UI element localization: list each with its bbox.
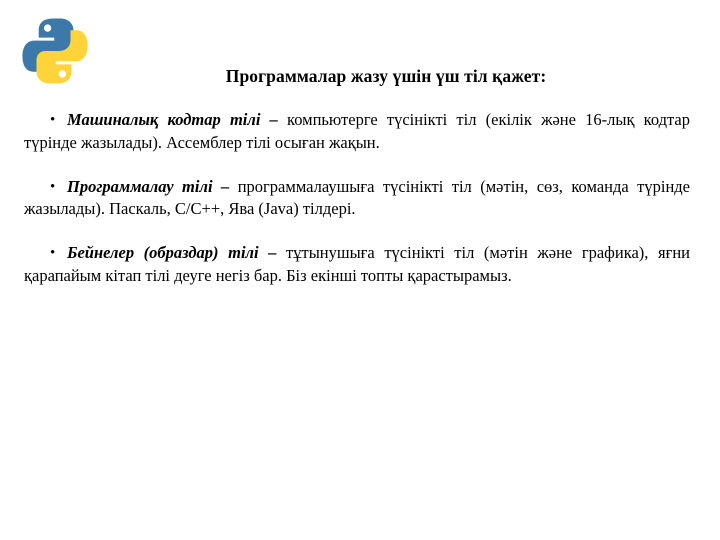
bullet-lead-2: Программалау тілі –	[67, 176, 230, 196]
bullet-text-1: компьютерге түсінікті тіл (екілік және 16-лық кодтар түрінде жазылады). Ассемблер тілі осыған жақын.	[24, 110, 690, 152]
bullet-paragraph-2	[22, 176, 694, 222]
bullet-lead-1: Машиналық кодтар тілі –	[67, 110, 278, 129]
bullet-text-3: тұтынушыға түсінікті тіл (мәтін және графика), яғни қарапайым кітап тілі деуге негіз бар. Біз екінші топты қарастырамыз.	[24, 243, 690, 285]
bullet-text-2: программалаушыға түсінікті тіл (мәтін, сөз, команда түрінде жазылады). Паскаль, С/С++, Ява (Java) тілдері.	[24, 176, 690, 219]
bullet-lead-3: Бейнелер (образдар) тілі –	[67, 243, 277, 263]
page-title: Программалар жазу үшін үш тіл қажет:	[225, 66, 547, 86]
bullet-glyph: •	[50, 245, 56, 262]
bullet-paragraph-1	[22, 109, 694, 155]
slide-content	[22, 66, 694, 288]
bullet-glyph: •	[50, 112, 56, 128]
bullet-paragraph-3	[22, 242, 694, 288]
bullet-glyph: •	[50, 178, 56, 195]
